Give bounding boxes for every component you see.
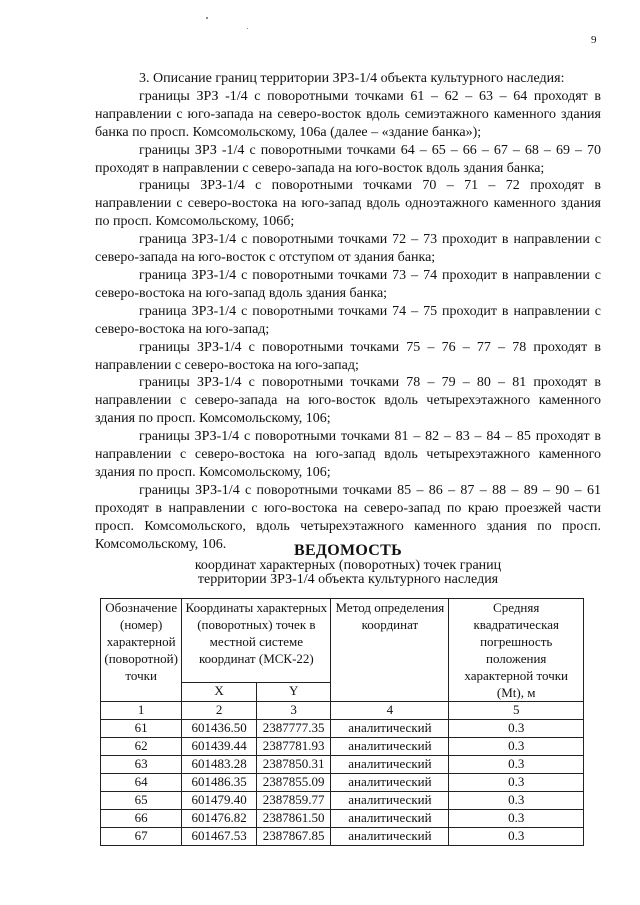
paragraph: границы ЗРЗ -1/4 с поворотными точками 64 – 65 – 66 – 67 – 68 – 69 – 70 проходят в направлении с северо-запада на юго-восток вдоль здания банка; [95, 142, 601, 176]
paragraph: граница ЗРЗ-1/4 с поворотными точками 72 – 73 проходит в направлении с северо-запада на юго-восток с отступом от здания банка; [95, 232, 601, 266]
error: 0.3 [449, 828, 584, 846]
statement-subtitle: координат характерных (поворотных) точек границ [194, 558, 502, 573]
table-row [101, 756, 584, 774]
table-row [101, 738, 584, 756]
point-number: 66 [101, 810, 182, 828]
column-number: 3 [256, 702, 331, 720]
header-y: Y [256, 682, 331, 701]
method: аналитический [331, 756, 449, 774]
method: аналитический [331, 792, 449, 810]
column-number: 4 [331, 702, 449, 720]
coord-x: 601483.28 [182, 756, 257, 774]
column-number: 5 [449, 702, 584, 720]
table-header-row [101, 599, 584, 683]
boundary-description [95, 70, 601, 553]
method: аналитический [331, 774, 449, 792]
table-row [101, 810, 584, 828]
header-x: X [182, 682, 257, 701]
coord-x: 601476.82 [182, 810, 257, 828]
table-row [101, 828, 584, 846]
column-number: 1 [101, 702, 182, 720]
header-coordinates: Координаты характерных (поворотных) точек в местной системе координат (МСК-22) [182, 599, 331, 683]
method: аналитический [331, 738, 449, 756]
error: 0.3 [449, 774, 584, 792]
coord-x: 601436.50 [182, 720, 257, 738]
paragraph: границы ЗРЗ -1/4 с поворотными точками 61 – 62 – 63 – 64 проходят в направлении с юго-запада на северо-восток вдоль семиэтажного каменного здания банка по просп. Комсомольскому, 106а (далее – «здание банка»); [95, 88, 601, 140]
coord-y: 2387781.93 [256, 738, 331, 756]
scan-speck [206, 17, 208, 19]
paragraph: границы ЗРЗ-1/4 с поворотными точками 85 – 86 – 87 – 88 – 89 – 90 – 61 проходят в направлении с юго-востока на северо-запад по краю проезжей части просп. Комсомольского, вдоль четырехэтажного каменного здания по просп. Комсомольскому, 106. [95, 482, 601, 552]
point-number: 64 [101, 774, 182, 792]
point-number: 63 [101, 756, 182, 774]
coord-y: 2387861.50 [256, 810, 331, 828]
statement-title: ВЕДОМОСТЬ [293, 542, 403, 559]
paragraph: границы ЗРЗ-1/4 с поворотными точками 81 – 82 – 83 – 84 – 85 проходят в направлении с северо-востока на юго-запад вдоль четырехэтажного каменного здания по просп. Комсомольскому, 106; [95, 429, 601, 480]
error: 0.3 [449, 738, 584, 756]
coordinates-table [100, 598, 584, 846]
error: 0.3 [449, 792, 584, 810]
coord-x: 601467.53 [182, 828, 257, 846]
point-number: 62 [101, 738, 182, 756]
paragraph: границы ЗРЗ-1/4 с поворотными точками 70 – 71 – 72 проходят в направлении с северо-востока на юго-запад вдоль одноэтажного каменного здания по просп. Комсомольскому, 106б; [95, 178, 601, 230]
section-heading: 3. Описание границ территории ЗРЗ-1/4 объекта культурного наследия: [139, 71, 565, 86]
method: аналитический [331, 828, 449, 846]
point-number: 65 [101, 792, 182, 810]
coord-y: 2387859.77 [256, 792, 331, 810]
coord-x: 601486.35 [182, 774, 257, 792]
statement-title-block [95, 543, 601, 587]
coord-y: 2387867.85 [256, 828, 331, 846]
table-row [101, 720, 584, 738]
statement-subtitle: территории ЗРЗ-1/4 объекта культурного наследия [197, 572, 499, 587]
coord-x: 601479.40 [182, 792, 257, 810]
point-number: 61 [101, 720, 182, 738]
error: 0.3 [449, 756, 584, 774]
error: 0.3 [449, 720, 584, 738]
coord-y: 2387850.31 [256, 756, 331, 774]
method: аналитический [331, 810, 449, 828]
table-row [101, 792, 584, 810]
column-number: 2 [182, 702, 257, 720]
coord-x: 601439.44 [182, 738, 257, 756]
column-number-row [101, 702, 584, 720]
table-row [101, 774, 584, 792]
method: аналитический [331, 720, 449, 738]
scan-speck [247, 28, 248, 29]
header-method: Метод определения координат [331, 599, 449, 702]
header-error: Средняя квадратическая погрешность положения характерной точки (Mt), м [449, 599, 584, 702]
page-number: 9 [591, 34, 597, 46]
paragraph: граница ЗРЗ-1/4 с поворотными точками 74 – 75 проходит в направлении с северо-востока на юго-запад; [95, 303, 601, 337]
error: 0.3 [449, 810, 584, 828]
paragraph: граница ЗРЗ-1/4 с поворотными точками 73 – 74 проходит в направлении с северо-востока на юго-запад вдоль здания банка; [95, 267, 601, 301]
point-number: 67 [101, 828, 182, 846]
header-designation: Обозначение (номер) характерной (поворотной) точки [101, 599, 182, 702]
coord-y: 2387855.09 [256, 774, 331, 792]
paragraph: границы ЗРЗ-1/4 с поворотными точками 75 – 76 – 77 – 78 проходят в направлении с северо-востока на юго-запад; [95, 339, 601, 373]
paragraph: границы ЗРЗ-1/4 с поворотными точками 78 – 79 – 80 – 81 проходят в направлении с северо-запада на юго-восток вдоль четырехэтажного каменного здания по просп. Комсомольскому, 106; [95, 375, 601, 427]
coord-y: 2387777.35 [256, 720, 331, 738]
